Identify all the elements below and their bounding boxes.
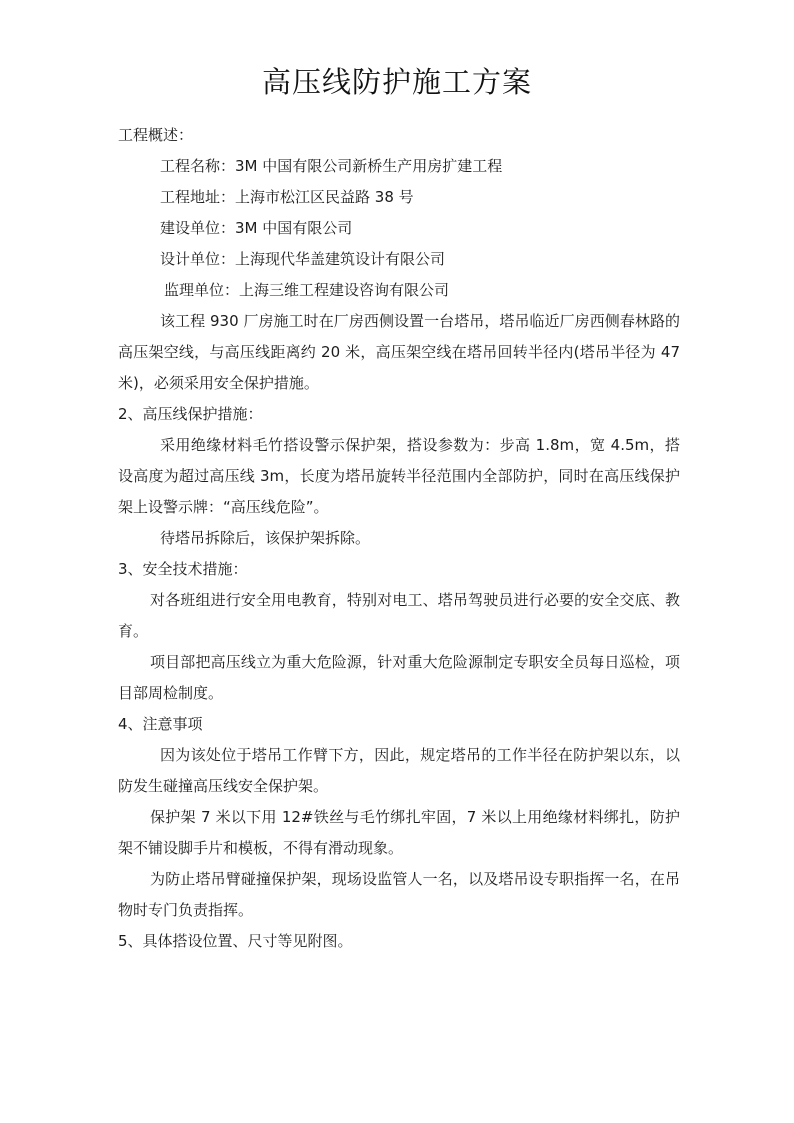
section-3-paragraph-1: 对各班组进行安全用电教育，特别对电工、塔吊驾驶员进行必要的安全交底、教育。 [118, 591, 680, 640]
section-3-paragraph-2: 项目部把高压线立为重大危险源，针对重大危险源制定专职安全员每日巡检，项目部周检制度。 [118, 653, 680, 702]
section-2-paragraph-2: 待塔吊拆除后，该保护架拆除。 [160, 529, 371, 547]
info-supervisor: 监理单位：上海三维工程建设咨询有限公司 [164, 281, 450, 299]
section-3-heading: 3、安全技术措施： [118, 560, 248, 578]
info-project-address: 工程地址：上海市松江区民益路 38 号 [160, 188, 414, 206]
section-5-heading: 5、具体搭设位置、尺寸等见附图。 [118, 932, 353, 950]
overview-paragraph: 该工程 930 厂房施工时在厂房西侧设置一台塔吊，塔吊临近厂房西侧春林路的高压架空线，与高压线距离约 20 米，高压架空线在塔吊回转半径内(塔吊半径为 47 米)，必须采用安全保护措施。 [118, 312, 680, 392]
section-4-paragraph-2: 保护架 7 米以下用 12#铁丝与毛竹绑扎牢固，7 米以上用绝缘材料绑扎，防护架不铺设脚手片和模板，不得有滑动现象。 [118, 808, 680, 857]
section-2-heading: 2、高压线保护措施： [118, 405, 263, 423]
page-title: 高压线防护施工方案 [261, 65, 532, 99]
info-builder: 建设单位：3M 中国有限公司 [160, 219, 353, 237]
info-project-name: 工程名称：3M 中国有限公司新桥生产用房扩建工程 [160, 157, 503, 175]
info-designer: 设计单位：上海现代华盖建筑设计有限公司 [160, 250, 446, 268]
section-4-heading: 4、注意事项 [118, 715, 203, 733]
document-body [118, 120, 680, 957]
section-4-paragraph-3: 为防止塔吊臂碰撞保护架，现场设监管人一名，以及塔吊设专职指挥一名，在吊物时专门负责指挥。 [118, 870, 680, 919]
section-2-paragraph-1: 采用绝缘材料毛竹搭设警示保护架，搭设参数为：步高 1.8m，宽 4.5m，搭设高度为超过高压线 3m，长度为塔吊旋转半径范围内全部防护，同时在高压线保护架上设警示牌：“高压线危险”。 [118, 436, 680, 516]
section-4-paragraph-1: 因为该处位于塔吊工作臂下方，因此，规定塔吊的工作半径在防护架以东，以防发生碰撞高压线安全保护架。 [118, 746, 680, 795]
overview-heading: 工程概述： [118, 126, 194, 144]
